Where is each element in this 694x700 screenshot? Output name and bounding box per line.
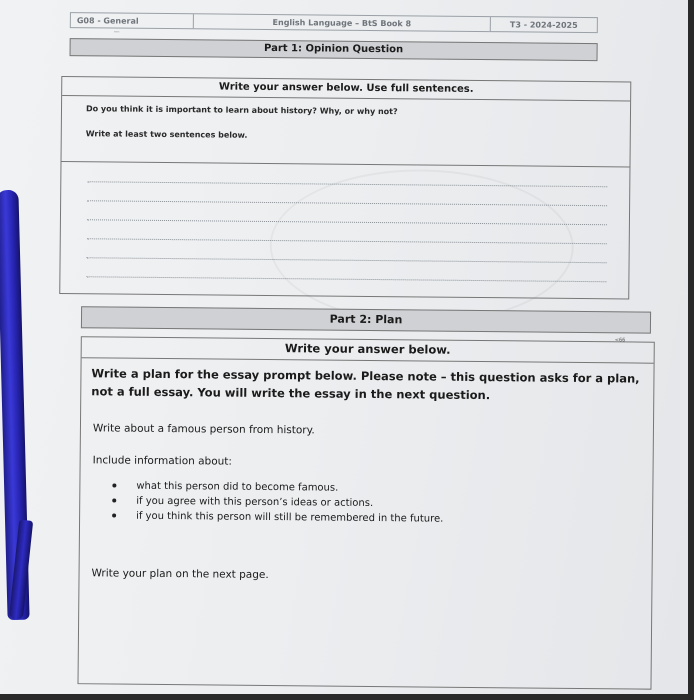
part2-title: Part 2: Plan [81,306,651,333]
list-item: if you think this person will still be remembered in the future. [136,509,652,529]
part1-instruction: Write at least two sentences below. [85,129,248,140]
part1-title: Part 1: Opinion Question [70,38,598,61]
faint-watermark [269,168,574,325]
worksheet-page [55,6,688,694]
part2-closing: Write your plan on the next page. [91,567,269,582]
part1-box-heading: Write your answer below. Use full sentences. [62,77,630,101]
header-book: English Language – BtS Book 8 [194,13,490,32]
list-item: what this person did to become famous. [136,479,652,499]
header-year: T3 - 2024-2025 [490,16,598,33]
divider [62,161,630,167]
part2-include-label: Include information about: [92,454,233,468]
header-dash: — [113,28,120,36]
header-subject: G08 - General [70,12,194,29]
part2-task: Write about a famous person from history. [92,422,315,437]
part2-box-heading: Write your answer below. [82,337,654,363]
part1-question: Do you think it is important to learn about history? Why, or why not? [85,104,398,117]
part2-prompt: Write a plan for the essay prompt below. Please note – this question asks for a plan, not a full essay. You will write the essay in the next question. [91,366,640,403]
part2-bullet-list [80,478,652,528]
part2-answer-box [77,336,654,689]
list-item: if you agree with this person’s ideas or actions. [136,494,652,514]
margin-note: <66 [614,337,626,344]
